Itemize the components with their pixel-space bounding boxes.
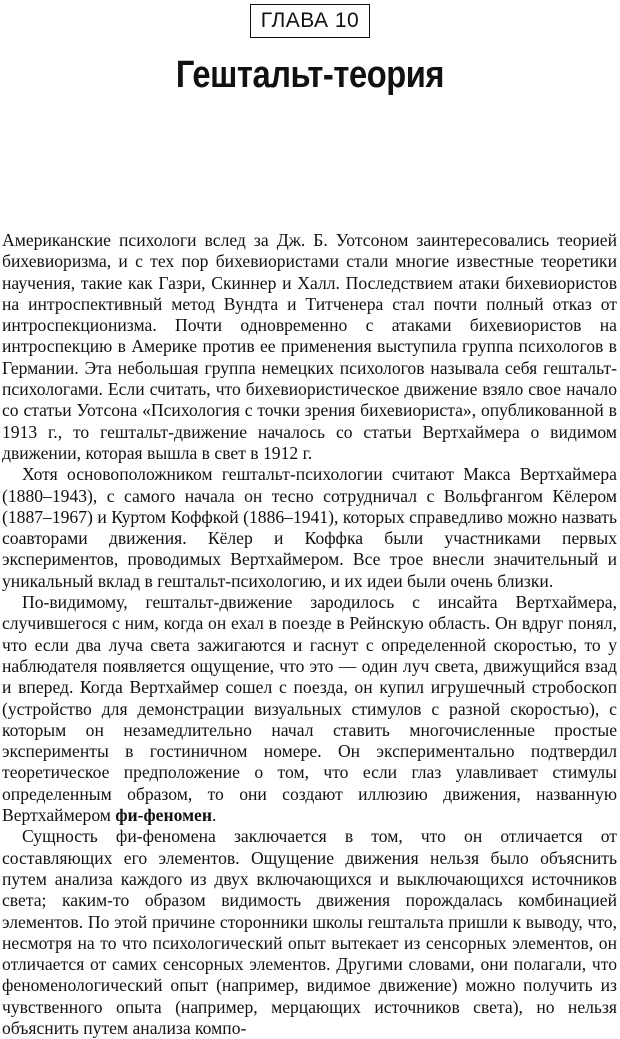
paragraph-1: Американские психологи вслед за Дж. Б. Уотсоном заинтересовались теорией бихевиоризма, и с тех пор бихевиористами стали многие известные теоретики научения, такие как Газри, Скиннер и Халл. Последствием атаки бихевиористов на интроспективный метод Вундта и Титченера стал почти полный отказ от интроспекционизма. Почти одновременно с атаками бихевиористов на интроспекцию в Америке против ее применения выступила группа психологов в Германии. Эта небольшая группа немецких психологов называла себя гештальт-психологами. Если считать, что бихевиористическое движение взяло свое начало со статьи Уотсона «Психология с точки зрения бихевиориста», опубликованной в 1913 г., то гештальт-движение началось со статьи Вертхаймера о видимом движении, которая вышла в свет в 1912 г. — [2, 230, 617, 463]
paragraph-3-end: . — [212, 805, 217, 826]
body-text — [2, 230, 617, 1039]
paragraph-3 — [2, 592, 617, 826]
paragraph-3-text: По-видимому, гештальт-движение зародилось с инсайта Вертхаймера, случившегося с ним, когда он ехал в поезде в Рейнскую область. Он вдруг понял, что если два луча света зажигаются и гаснут с определенной скоростью, то у наблюдателя появляется ощущение, что это — один луч света, движущийся взад и вперед. Когда Вертхаймер сошел с поезда, он купил игрушечный стробоскоп (устройство для демонстрации визуальных стимулов с разной скоростью), с которым он незамедлительно начал ставить многочисленные простые эксперименты в гостиничном номере. Он экспериментально подтвердил теоретическое предположение о том, что если глаз улавливает стимулы определенным образом, то они создают иллюзию движения, названную Вертхаймером — [2, 592, 617, 826]
paragraph-4: Сущность фи-феномена заключается в том, что он отличается от составляющих его элементов. Ощущение движения нельзя было объяснить путем анализа каждого из двух включающихся и выключающихся источников света; каким-то образом видимость движения порождалась комбинацией элементов. По этой причине сторонники школы гештальта пришли к выводу, что, несмотря на то что психологический опыт вытекает из сенсорных элементов, он отличается от самих сенсорных элементов. Другими словами, они полагали, что феноменологический опыт (например, видимое движение) можно получить из чувственного опыта (например, мерцающих источников света), но нельзя объяснить путем анализа компо- — [2, 826, 617, 1038]
phi-phenomenon-term: фи-феномен — [115, 805, 213, 826]
chapter-label: ГЛАВА 10 — [250, 4, 370, 38]
paragraph-2: Хотя основоположником гештальт-психологии считают Макса Вертхаймера (1880–1943), с самого начала он тесно сотрудничал с Вольфгангом Кёлером (1887–1967) и Куртом Коффкой (1886–1941), которых справедливо можно назвать соавторами движения. Кёлер и Коффка были участниками первых экспериментов, проводимых Вертхаймером. Все трое внесли значительный и уникальный вклад в гештальт-психологию, и их идеи были очень близки. — [2, 464, 617, 591]
chapter-title: Гештальт-теория — [175, 54, 445, 96]
